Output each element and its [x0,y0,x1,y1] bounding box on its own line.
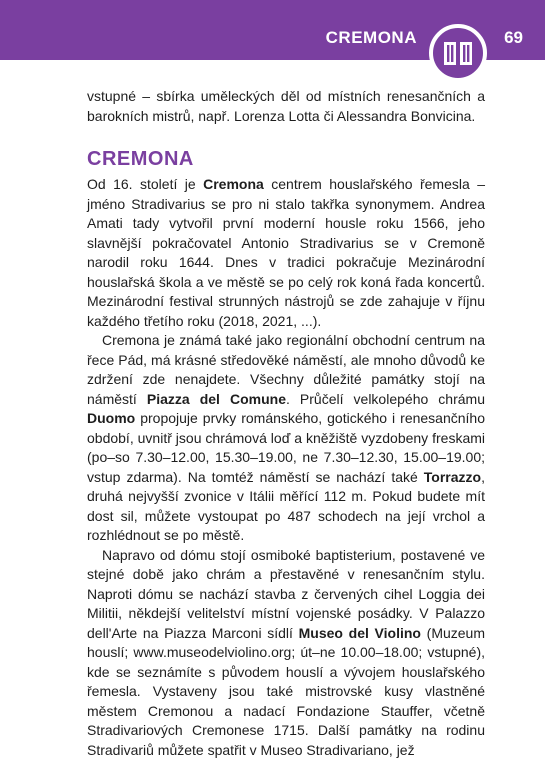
bold-term: Duomo [87,410,135,426]
paragraph-3: Napravo od dómu stojí osmiboké baptisterium, postavené ve stejné době jako chrám a přestavěné v renesančním stylu. Naproti dómu se nachází stavba z červených cihel Loggia dei Militii, někdejší velitelství místní vojenské posádky. V Palazzo dell'Arte na Piazza Marconi sídlí Museo del Violino (Muzeum houslí; www.museodelviolino.org; út–ne 10.00–18.00; vstupné), kde se seznámíte s původem houslí a vývojem houslařského řemesla. Vystaveny jsou také mistrovské kusy vlastněné městem Cremonou a nadací Fondazione Stauffer, včetně Stradivariových Cremonese 1715. Další památky na rodinu Stradivariů můžete spatřit v Museo Stradivariano, jež [87,546,485,760]
bold-term: Museo del Violino [299,625,421,641]
bold-term: Torrazzo [424,469,481,485]
book-icon [443,39,473,69]
intro-paragraph: vstupné – sbírka uměleckých děl od místních renesančních a barokních mistrů, např. Lorenza Lotta či Alessandra Bonvicina. [87,87,485,126]
page-number: 69 [504,28,523,48]
page-content [87,87,485,760]
paragraph-1: Od 16. století je Cremona centrem houslařského řemesla – jméno Stradivarius se pro ni stalo takřka synonymem. Andrea Amati tady vytvořil první moderní housle roku 1566, jeho slavnější pokračovatel Antonio Stradivarius se v Cremoně narodil roku 1644. Dnes v tradici pokračuje Mezinárodní houslařská škola a ve městě se po celý rok koná řada koncertů. Mezinárodní festival strunných nástrojů se zde zahajuje v říjnu každého třetího roku (2018, 2021, ...). [87,175,485,331]
book-badge [429,24,487,82]
paragraph-2: Cremona je známá také jako regionální obchodní centrum na řece Pád, má krásné středověké náměstí, ale mnoho důvodů ke zdržení zde nenajdete. Všechny důležité památky stojí na náměstí Piazza del Comune. Průčelí velkolepého chrámu Duomo propojuje prvky románského, gotického i renesančního období, uvnitř jsou chrámová loď a kněžiště vyzdobeny freskami (po–so 7.30–12.00, 15.30–19.00, ne 7.30–12.30, 15.00–19.00; vstup zdarma). Na tomtéž náměstí se nachází také Torrazzo, druhá nejvyšší zvonice v Itálii měřící 112 m. Pokud budete mít dost sil, můžete vystoupat po 487 schodech na její vrchol a rozhlédnout se po městě. [87,331,485,546]
bold-term: Piazza del Comune [147,391,286,407]
bold-term: Cremona [203,176,264,192]
running-title: CREMONA [326,28,417,48]
section-heading: CREMONA [87,146,485,172]
